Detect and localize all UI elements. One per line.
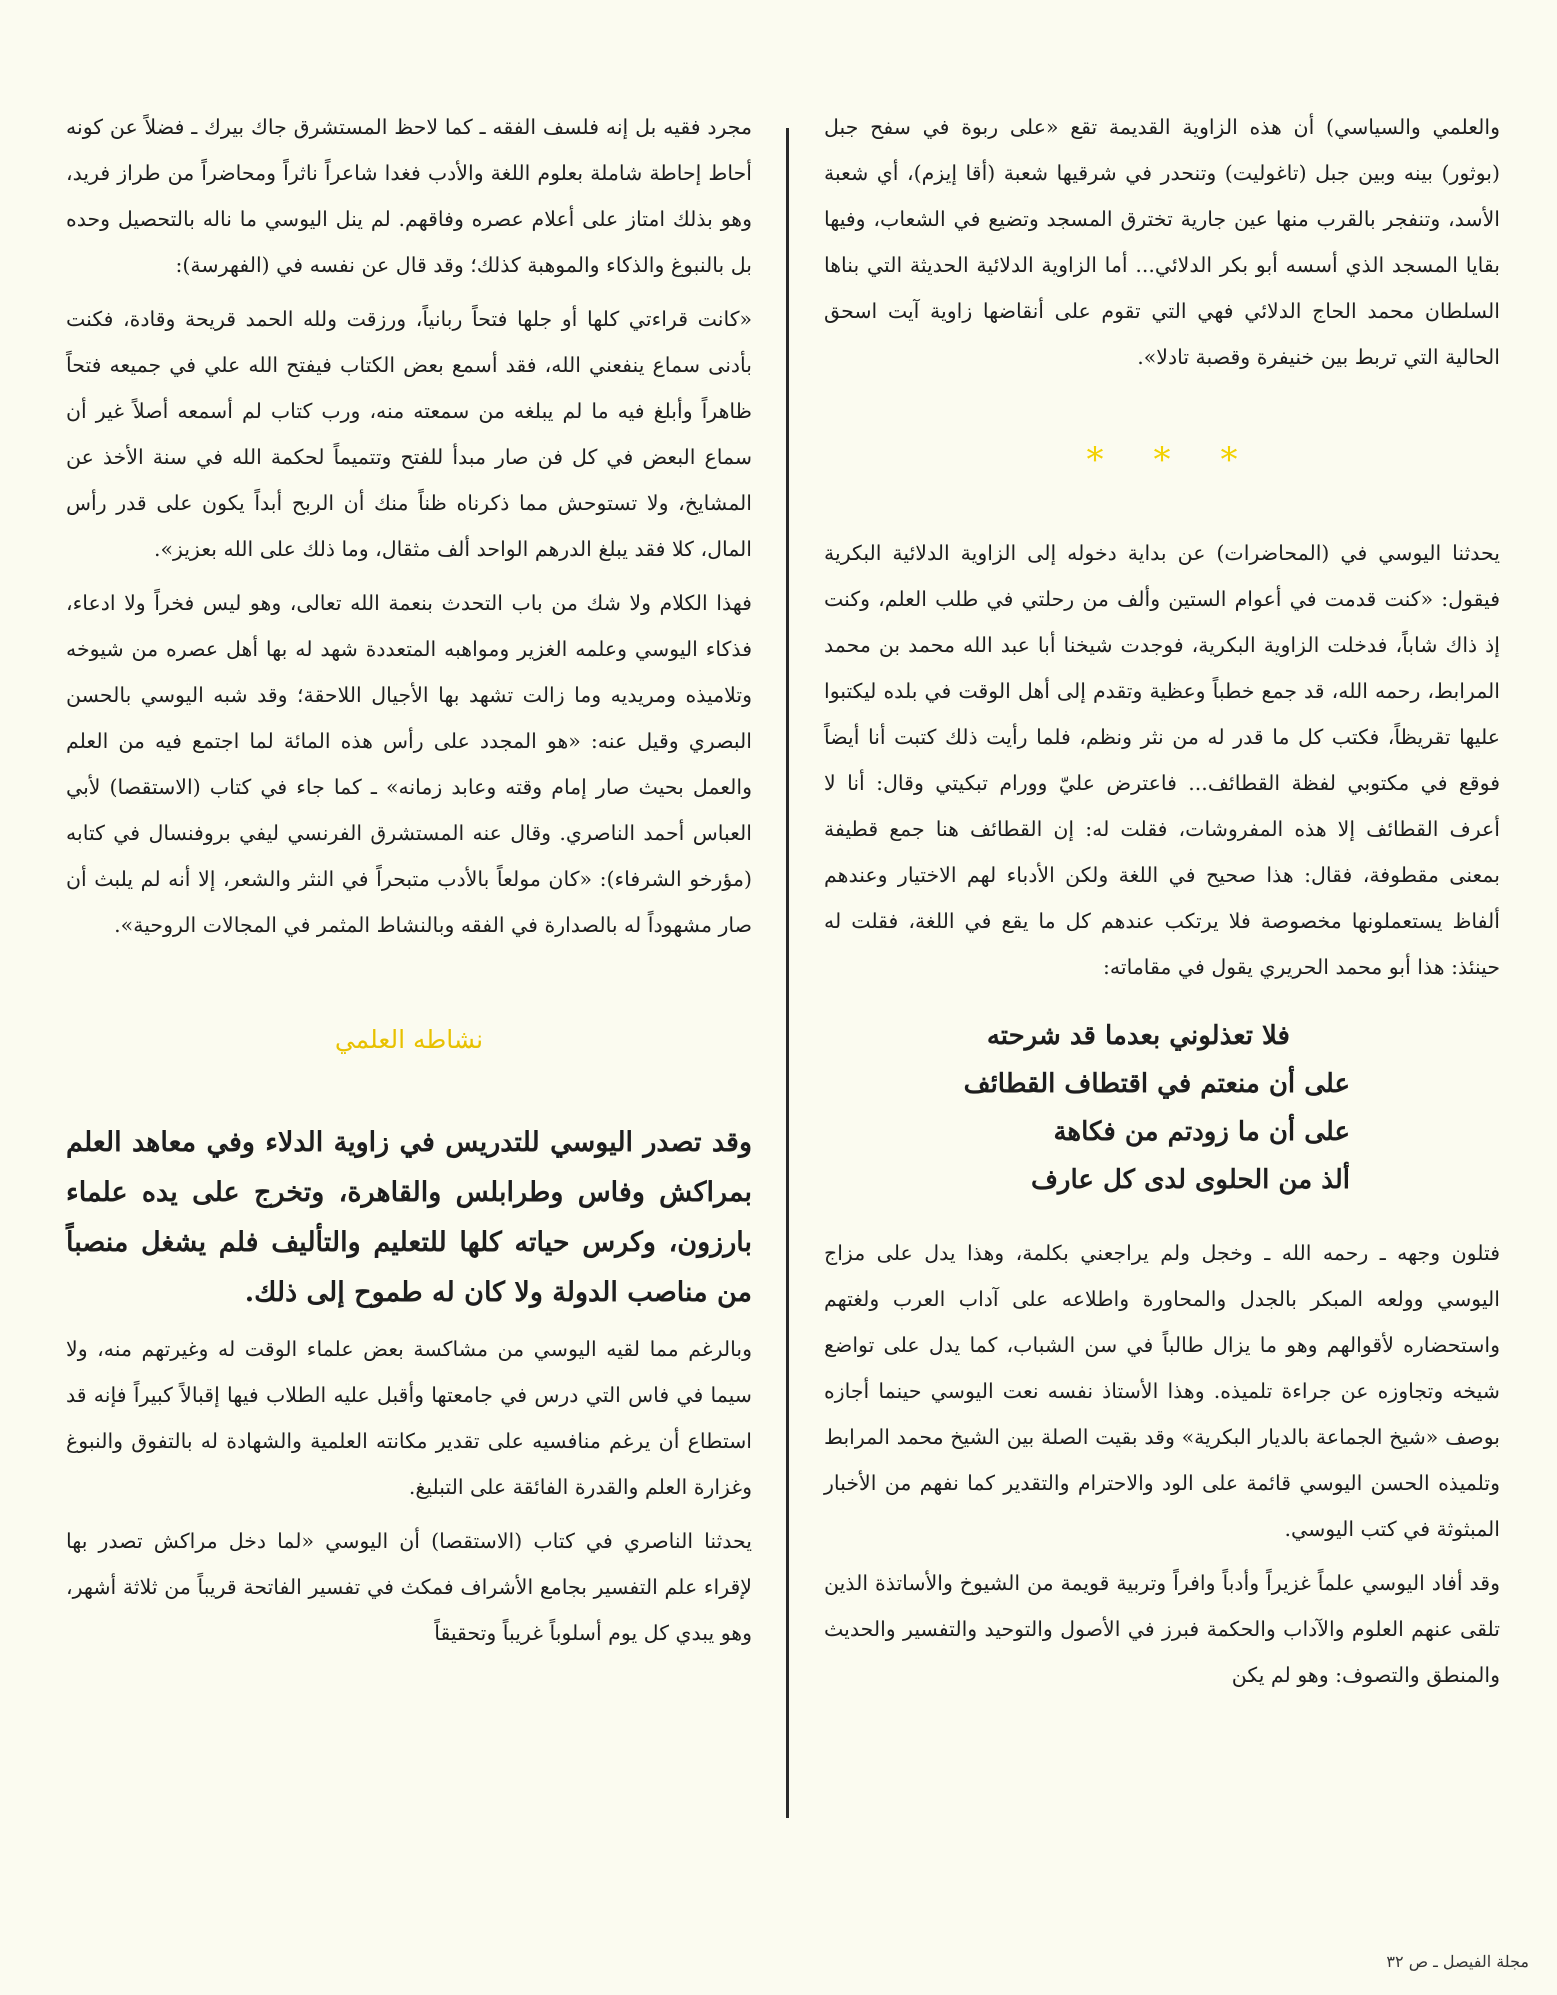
section-heading: نشاطه العلمي [334, 1025, 484, 1054]
right-paragraph-4: وقد أفاد اليوسي علماً غزيراً وأدباً وافراً وتربية قويمة من الشيوخ والأساتذة الذين تلقى عنهم العلوم والآداب والحكمة فبرز في الأصول والتوحيد والتفسير والحديث والمنطق والتصوف: وهو لم يكن [824, 1571, 1500, 1687]
poem-line-4: ألذ من الحلوى لدى كل عارف [1030, 1165, 1350, 1195]
poem-line-1: فلا تعذلوني بعدما قد شرحته [986, 1021, 1290, 1051]
left-paragraph-2: «كانت قراءتي كلها أو جلها فتحاً ربانياً، ورزقت ولله الحمد قريحة وقادة، فكنت بأدنى سماع ينفعني الله، فقد أسمع بعض الكتاب فيفتح الله علي في جميعه فتحاً ظاهراً وأبلغ فيه ما لم يبلغه من سمعته منه، ورب كتاب لم أسمعه أصلاً غير أن سماع البعض في كل فن صار مبدأ للفتح وتتميماً لحكمة الله في سنة الأخذ عن المشايخ، ولا تستوحش مما ذكرناه ظناً منك أن الربح أبداً يكون على قدر رأس المال، كلا فقد يبلغ الدرهم الواحد ألف مثقال، وما ذلك على الله بعزيز». [66, 307, 752, 561]
star-3: * [1086, 440, 1104, 480]
left-paragraph-3: فهذا الكلام ولا شك من باب التحدث بنعمة الله تعالى، وهو ليس فخراً ولا ادعاء، فذكاء اليوسي وعلمه الغزير ومواهبه المتعددة شهد له بها أهل عصره من شيوخه وتلاميذه ومريديه وما زالت تشهد بها الأجيال اللاحقة؛ وقد شبه اليوسي بالحسن البصري وقيل عنه: «هو المجدد على رأس هذه المائة لما اجتمع فيه من العلم والعمل بحيث صار إمام وقته وعابد زمانه» ـ كما جاء في كتاب (الاستقصا) لأبي العباس أحمد الناصري. وقال عنه المستشرق الفرنسي ليفي بروفنسال في كتابه (مؤرخو الشرفاء): «كان مولعاً بالأدب متبحراً في النثر والشعر، إلا أنه لم يلبث أن صار مشهوداً له بالصدارة في الفقه وبالنشاط المثمر في المجالات الروحية». [66, 591, 752, 937]
left-paragraph-6: يحدثنا الناصري في كتاب (الاستقصا) أن اليوسي «لما دخل مراكش تصدر بها لإقراء علم التفسير بجامع الأشراف فمكث في تفسير الفاتحة قريباً من ثلاثة أشهر، وهو يبدي كل يوم أسلوباً غريباً وتحقيقاً [66, 1529, 752, 1645]
section-separator-stars [824, 380, 1500, 530]
right-paragraph-2: يحدثنا اليوسي في (المحاضرات) عن بداية دخوله إلى الزاوية الدلائية البكرية فيقول: «كنت قدمت في أعوام الستين وألف من رحلتي في طلب العلم، وكنت إذ ذاك شاباً، فدخلت الزاوية البكرية، فوجدت شيخنا أبا عبد الله محمد بن محمد المرابط، رحمه الله، قد جمع خطباً وعظية وتقدم إلى أهل الوقت في بلده ليكتبوا عليها تقريظاً، فكتب كل ما قدر له من نثر ونظم، فلما رأيت ذلك كتبت أنا أيضاً فوقع في مكتوبي لفظة القطائف... فاعترض عليّ وورام تبكيتي وقال: أنا لا أعرف القطائف إلا هذه المفروشات، فقلت له: إن القطائف هنا جمع قطيفة بمعنى مقطوفة، فقال: هذا صحيح في اللغة ولكن الأدباء لهم الاختيار وعندهم ألفاظ يستعملونها مخصوصة فلا يرتكب عندهم كل ما يقع في اللغة، فقلت له حينئذ: هذا أبو محمد الحريري يقول في مقاماته: [824, 541, 1500, 979]
poem-line-2: على أن منعتم في اقتطاف القطائف [963, 1069, 1350, 1099]
left-column [66, 104, 752, 1656]
poem-line-3: على أن ما زودتم من فكاهة [1053, 1117, 1350, 1147]
right-column [824, 104, 1500, 1698]
left-paragraph-4-bold: وقد تصدر اليوسي للتدريس في زاوية الدلاء وفي معاهد العلم بمراكش وفاس وطرابلس والقاهرة، وتخرج على يده علماء بارزون، وكرس حياته كلها للتعليم والتأليف فلم يشغل منصباً من مناصب الدولة ولا كان له طموح إلى ذلك. [66, 1127, 752, 1308]
left-paragraph-1: مجرد فقيه بل إنه فلسف الفقه ـ كما لاحظ المستشرق جاك بيرك ـ فضلاً عن كونه أحاط إحاطة شاملة بعلوم اللغة والأدب فغدا شاعراً ناثراً ومحاضراً من طراز فريد، وهو بذلك امتاز على أعلام عصره وفاقهم. لم ينل اليوسي ما ناله بالتحصيل وحده بل بالنبوغ والذكاء والموهبة كذلك؛ وقد قال عن نفسه في (الفهرسة): [66, 115, 752, 277]
star-2: * [1153, 440, 1171, 480]
star-1: * [1220, 440, 1238, 480]
right-paragraph-3: فتلون وجهه ـ رحمه الله ـ وخجل ولم يراجعني بكلمة، وهذا يدل على مزاج اليوسي وولعه المبكر بالجدل والمحاورة واطلاعه على آداب العرب ولغتهم واستحضاره لأقوالهم وهو ما يزال طالباً في سن الشباب، كما يدل على تواضع شيخه وتجاوزه عن جراءة تلميذه. وهذا الأستاذ نفسه نعت اليوسي حينما أجازه بوصف «شيخ الجماعة بالديار البكرية» وقد بقيت الصلة بين الشيخ محمد المرابط وتلميذه الحسن اليوسي قائمة على الود والاحترام والتقدير كما نفهم من الأخبار المبثوثة في كتب اليوسي. [824, 1241, 1500, 1541]
poem-verses [824, 1012, 1500, 1204]
right-paragraph-1: والعلمي والسياسي) أن هذه الزاوية القديمة تقع «على ربوة في سفح جبل (بوثور) بينه وبين جبل (تاغوليت) وتنحدر في شرقيها شعبة (أقا إيزم)، أي شعبة الأسد، وتنفجر بالقرب منها عين جارية تخترق المسجد وتضيع في الشعاب، وفيها بقايا المسجد الذي أسسه أبو بكر الدلائي... أما الزاوية الدلائية الحديثة التي بناها السلطان محمد الحاج الدلائي فهي التي تقوم على أنقاضها زاوية آيت اسحق الحالية التي تربط بين خنيفرة وقصبة تادلا». [824, 115, 1500, 369]
page-footer: مجلة الفيصل ـ ص ٣٢ [1386, 1952, 1529, 1971]
left-paragraph-5: وبالرغم مما لقيه اليوسي من مشاكسة بعض علماء الوقت له وغيرتهم منه، ولا سيما في فاس التي درس في جامعتها وأقبل عليه الطلاب فيها إقبالاً كبيراً فإنه قد استطاع أن يرغم منافسيه على تقدير مكانته العلمية والشهادة له بالتفوق والنبوغ وغزارة العلم والقدرة الفائقة على التبليغ. [66, 1337, 752, 1499]
column-divider [786, 128, 789, 1818]
